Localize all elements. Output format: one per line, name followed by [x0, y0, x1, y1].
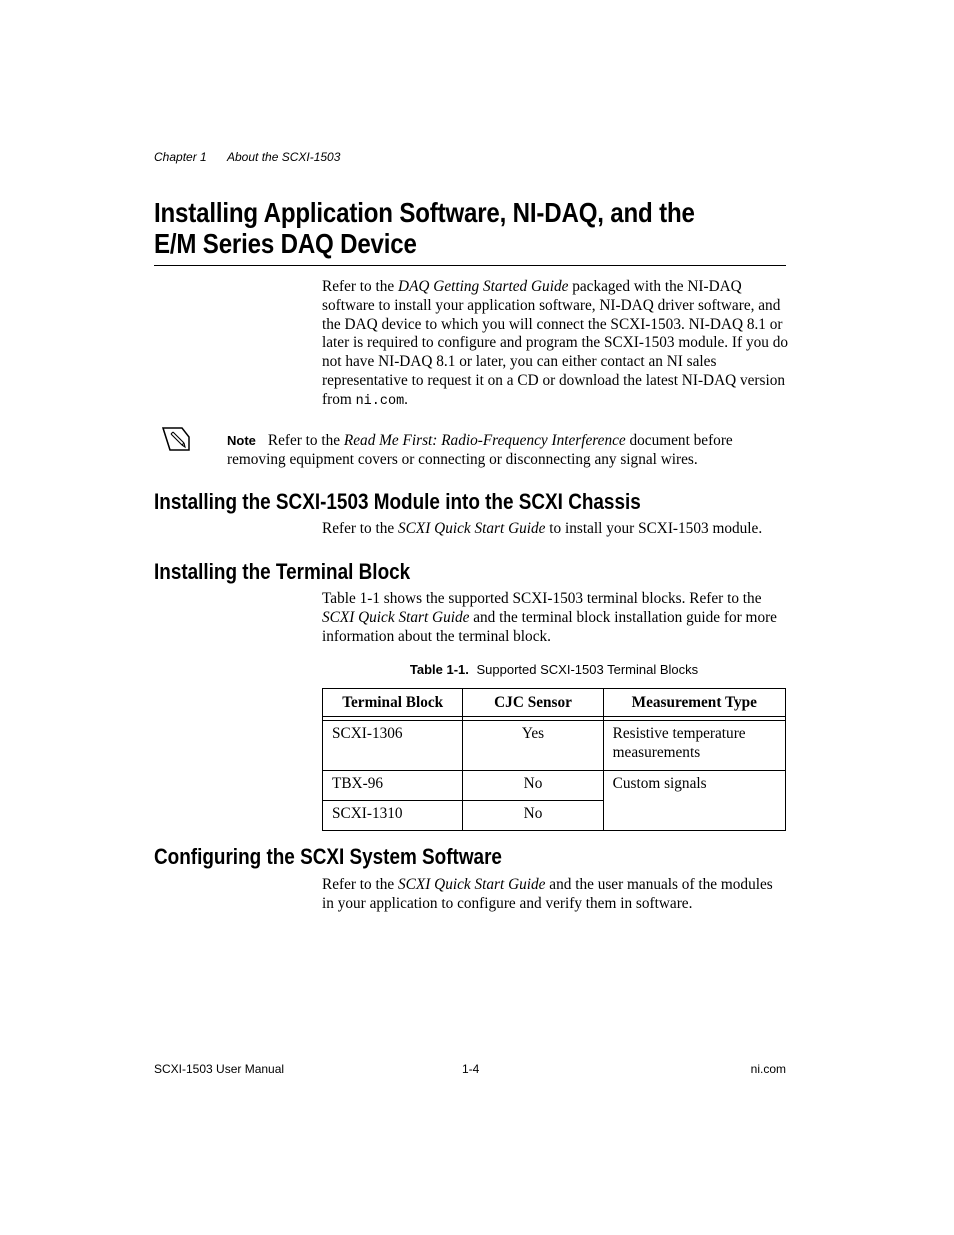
section-heading-terminal: Installing the Terminal Block: [154, 559, 411, 584]
intro-end: .: [404, 390, 408, 408]
module-text-2: to install your SCXI-1503 module.: [545, 520, 763, 537]
table-caption: [322, 662, 786, 677]
section-heading-module: Installing the SCXI-1503 Module into the SCXI Chassis: [154, 489, 641, 514]
terminal-text-2: and the terminal block installation guide for more information about the terminal block.: [322, 608, 777, 645]
module-guide-title: SCXI Quick Start Guide: [398, 520, 546, 537]
note-label: Note: [227, 433, 256, 448]
table-header-cell: Terminal Block: [323, 689, 463, 717]
terminal-paragraph: [322, 590, 788, 646]
config-text-1: Refer to the: [322, 876, 399, 893]
ni-com-link[interactable]: ni.com: [355, 393, 405, 409]
note-text-1: Refer to the: [267, 432, 344, 449]
note-text-2: document before removing equipment covers or connecting or disconnecting any signal wires.: [227, 432, 733, 468]
table-cell: No: [463, 771, 603, 801]
table-cell: SCXI-1310: [323, 801, 463, 831]
table-row: [323, 721, 786, 771]
table-caption-text: Supported SCXI-1503 Terminal Blocks: [476, 662, 699, 677]
intro-paragraph: [322, 278, 788, 412]
table-cell: SCXI-1306: [323, 721, 463, 771]
footer-manual-title: SCXI-1503 User Manual: [154, 1062, 285, 1076]
table-cell: TBX-96: [323, 771, 463, 801]
note-paragraph: [227, 431, 787, 469]
config-guide-title: SCXI Quick Start Guide: [398, 876, 546, 893]
section-heading-config: Configuring the SCXI System Software: [154, 844, 502, 869]
config-text-2: and the user manuals of the modules in your application to configure and verify them in software.: [322, 876, 773, 912]
table-cell: No: [463, 801, 603, 831]
heading-rule: [154, 265, 786, 266]
table-cell: Yes: [463, 721, 603, 771]
table-cell: Custom signals: [603, 771, 785, 831]
intro-text-2: packaged with the NI-DAQ software to install your application software, NI-DAQ driver software, and the DAQ device to which you will connect the SCXI-1503. NI-DAQ 8.1 or later is required to configure and program the SCXI-1503 module. If you do not have NI-DAQ 8.1 or later, you can either contact an NI sales representative to request it on a CD or download the latest NI-DAQ version from: [322, 278, 789, 408]
intro-text-1: Refer to the: [322, 278, 399, 295]
module-paragraph: [322, 520, 788, 539]
header-chapter: Chapter 1: [154, 150, 207, 164]
table-cell: Resistive temperature measurements: [603, 721, 785, 771]
table-header-row: [323, 689, 786, 717]
module-text-1: Refer to the: [322, 520, 399, 537]
page-title: [154, 197, 704, 259]
note-pencil-icon: [160, 425, 192, 453]
terminal-block-table: [322, 688, 786, 831]
footer-site-link[interactable]: ni.com: [750, 1062, 786, 1076]
config-paragraph: [322, 876, 788, 914]
header-title: About the SCXI-1503: [227, 150, 341, 164]
table-caption-label: Table 1-1.: [409, 662, 469, 677]
page-title-line1: Installing Application Software, NI-DAQ, and the: [154, 197, 695, 228]
page-title-line2: E/M Series DAQ Device: [154, 228, 417, 259]
table-header-cell: Measurement Type: [603, 689, 785, 717]
terminal-guide-title: SCXI Quick Start Guide: [322, 608, 470, 626]
terminal-text-1: Table 1-1 shows the supported SCXI-1503 terminal blocks. Refer to the: [322, 590, 762, 607]
note-doc-title: Read Me First: Radio-Frequency Interference: [343, 432, 626, 449]
table-row: [323, 771, 786, 801]
intro-guide-title: DAQ Getting Started Guide: [398, 278, 569, 295]
footer-page-number: 1-4: [462, 1062, 480, 1076]
table-header-cell: CJC Sensor: [463, 689, 603, 717]
